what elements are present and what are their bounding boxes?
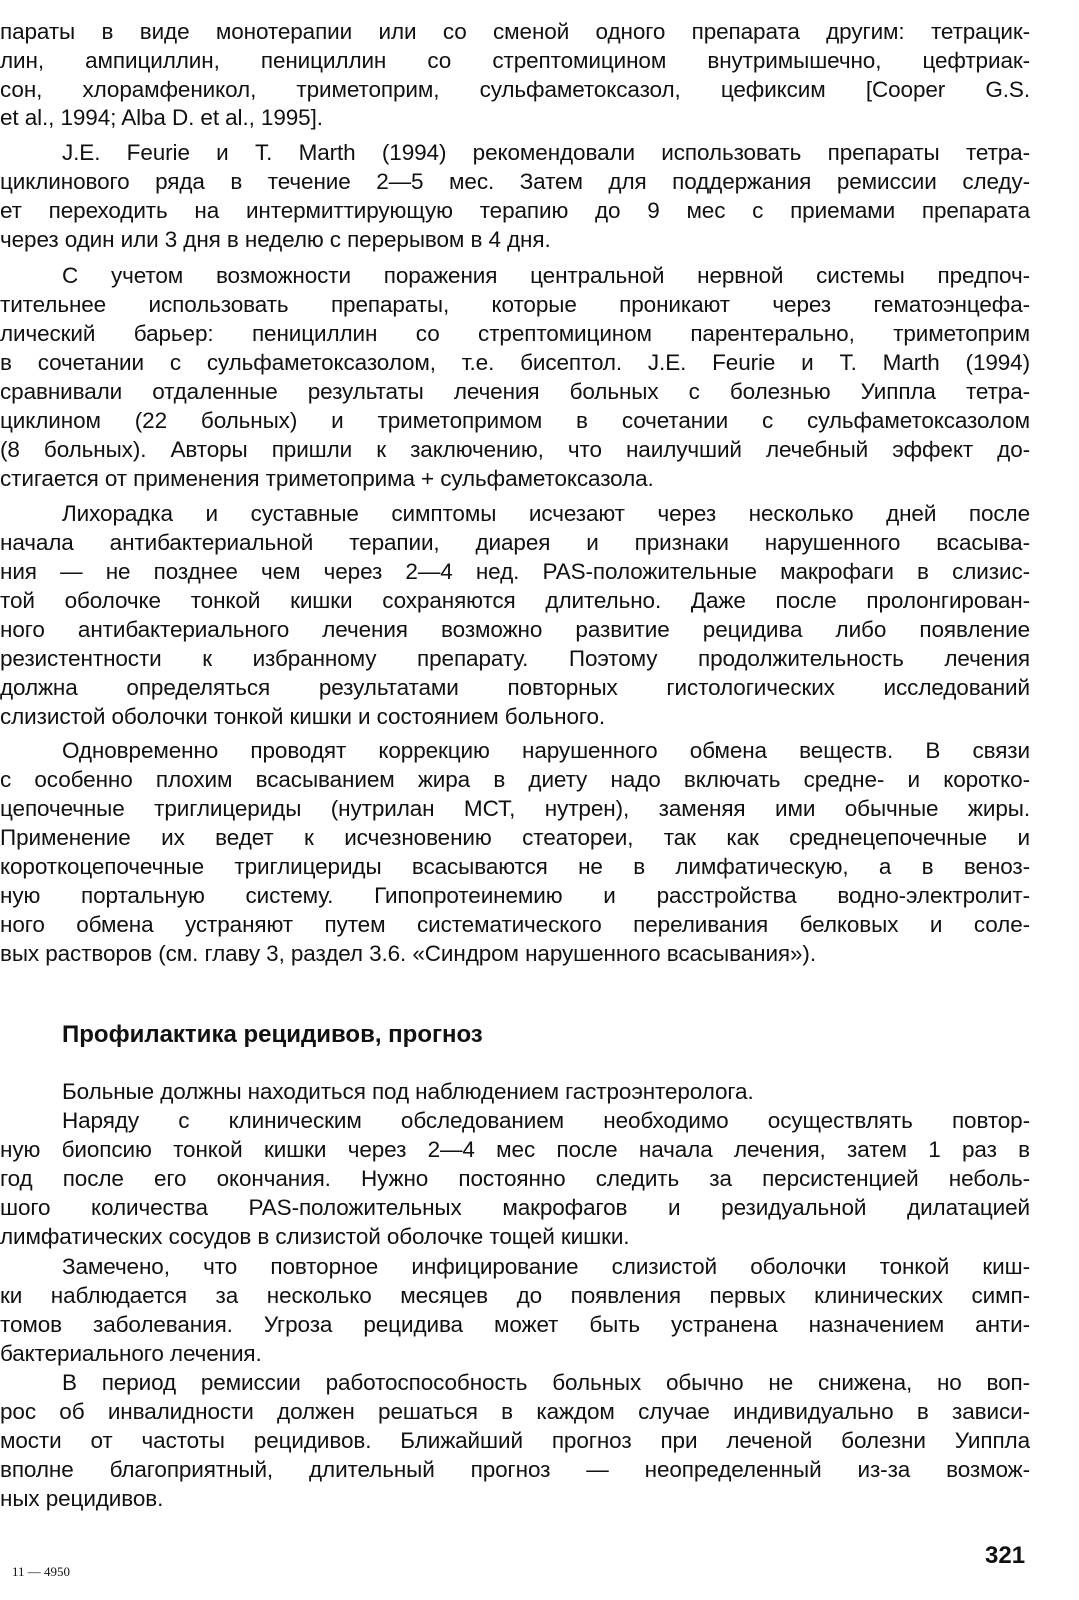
text-line: тительнее использовать препараты, которые проникают через гематоэнцефа-	[0, 292, 1030, 317]
page-number: 321	[985, 1542, 1026, 1569]
text-line: шого количества PAS-положительных макрофагов и резидуальной дилатацией	[0, 1195, 1030, 1220]
text-line: циклинового ряда в течение 2—5 мес. Затем для поддержания ремиссии следу-	[0, 169, 1030, 194]
printer-folio: 11 — 4950	[12, 1564, 71, 1579]
text-line: начала антибактериальной терапии, диарея и признаки нарушенного всасыва-	[0, 530, 1030, 555]
text-line: ную портальную систему. Гипопротеинемию и расстройства водно-электролит-	[0, 883, 1030, 908]
text-line: вполне благоприятный, длительный прогноз — неопределенный из-за возмож-	[0, 1457, 1030, 1482]
text-line: бактериального лечения.	[0, 1341, 262, 1366]
text-line: Наряду с клиническим обследованием необходимо осуществлять повтор-	[62, 1108, 1030, 1133]
text-line: Больные должны находиться под наблюдением гастроэнтеролога.	[62, 1079, 754, 1104]
text-line: et al., 1994; Alba D. et al., 1995].	[0, 105, 323, 130]
text-line: циклином (22 больных) и триметопримом в сочетании с сульфаметоксазолом	[0, 408, 1030, 433]
text-line: лимфатических сосудов в слизистой оболочке тощей кишки.	[0, 1224, 630, 1249]
text-line: стигается от применения триметоприма + сульфаметоксазола.	[0, 466, 654, 491]
text-line: ную биопсию тонкой кишки через 2—4 мес после начала лечения, затем 1 раз в	[0, 1137, 1030, 1162]
text-line: J.E. Feurie и T. Marth (1994) рекомендовали использовать препараты тетра-	[62, 140, 1030, 165]
text-line: через один или 3 дня в неделю с перерывом в 4 дня.	[0, 227, 551, 252]
text-line: сон, хлорамфеникол, триметоприм, сульфаметоксазол, цефиксим [Cooper G.S.	[0, 77, 1030, 102]
text-line: рос об инвалидности должен решаться в каждом случае индивидуально в зависи-	[0, 1399, 1030, 1424]
text-line: ного обмена устраняют путем систематического переливания белковых и соле-	[0, 912, 1030, 937]
text-line: в сочетании с сульфаметоксазолом, т.е. бисептол. J.E. Feurie и T. Marth (1994)	[0, 350, 1030, 375]
text-line: лин, ампициллин, пенициллин со стрептомицином внутримышечно, цефтриак-	[0, 48, 1030, 73]
text-line: с особенно плохим всасыванием жира в диету надо включать средне- и коротко-	[0, 767, 1030, 792]
text-line: В период ремиссии работоспособность больных обычно не снижена, но воп-	[62, 1370, 1030, 1395]
text-line: (8 больных). Авторы пришли к заключению, что наилучший лечебный эффект до-	[0, 437, 1030, 462]
text-line: год после его окончания. Нужно постоянно следить за персистенцией неболь-	[0, 1166, 1030, 1191]
text-line: ки наблюдается за несколько месяцев до появления первых клинических симп-	[0, 1283, 1030, 1308]
text-line: Применение их ведет к исчезновению стеатореи, так как среднецепочечные и	[0, 825, 1030, 850]
text-line: лический барьер: пенициллин со стрептомицином парентерально, триметоприм	[0, 321, 1030, 346]
text-line: Замечено, что повторное инфицирование слизистой оболочки тонкой киш-	[62, 1254, 1030, 1279]
section-heading: Профилактика рецидивов, прогноз	[62, 1021, 483, 1048]
text-line: вых растворов (см. главу 3, раздел 3.6. «Синдром нарушенного всасывания»).	[0, 941, 816, 966]
text-line: Одновременно проводят коррекцию нарушенного обмена веществ. В связи	[62, 738, 1030, 763]
text-line: должна определяться результатами повторных гистологических исследований	[0, 675, 1030, 700]
text-line: С учетом возможности поражения центральной нервной системы предпоч-	[62, 263, 1030, 288]
text-line: слизистой оболочки тонкой кишки и состоянием больного.	[0, 704, 606, 729]
text-line: ного антибактериального лечения возможно развитие рецидива либо появление	[0, 617, 1030, 642]
text-line: томов заболевания. Угроза рецидива может быть устранена назначением анти-	[0, 1312, 1030, 1337]
text-line: ет переходить на интермиттирующую терапию до 9 мес с приемами препарата	[0, 198, 1030, 223]
text-line: той оболочке тонкой кишки сохраняются длительно. Даже после пролонгирован-	[0, 588, 1030, 613]
text-line: короткоцепочечные триглицериды всасываются не в лимфатическую, а в веноз-	[0, 854, 1030, 879]
text-line: резистентности к избранному препарату. Поэтому продолжительность лечения	[0, 646, 1030, 671]
text-line: цепочечные триглицериды (нутрилан МСТ, нутрен), заменяя ими обычные жиры.	[0, 796, 1030, 821]
text-line: ния — не позднее чем через 2—4 нед. PAS-положительные макрофаги в слизис-	[0, 559, 1030, 584]
text-line: параты в виде монотерапии или со сменой одного препарата другим: тетрацик-	[0, 19, 1030, 44]
text-line: ных рецидивов.	[0, 1486, 164, 1511]
text-line: Лихорадка и суставные симптомы исчезают через несколько дней после	[62, 501, 1030, 526]
text-line: сравнивали отдаленные результаты лечения больных с болезнью Уиппла тетра-	[0, 379, 1030, 404]
text-line: мости от частоты рецидивов. Ближайший прогноз при леченой болезни Уиппла	[0, 1428, 1030, 1453]
